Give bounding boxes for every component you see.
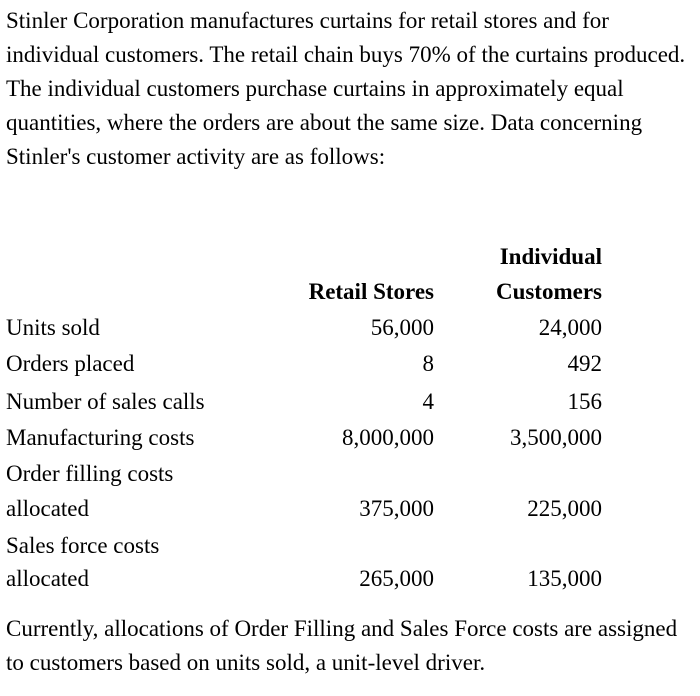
cell-sales-calls-retail: 4 xyxy=(422,389,434,414)
cell-units-sold-individual: 24,000 xyxy=(538,315,602,340)
row-label-sales-force-line1: Sales force costs xyxy=(6,533,160,558)
closing-paragraph: Currently, allocations of Order Filling and Sales Force costs are assigned to customers based on units sold, a unit-level driver. xyxy=(6,616,678,675)
row-label-units-sold: Units sold xyxy=(6,315,100,340)
cell-orders-placed-individual: 492 xyxy=(567,351,602,376)
cell-units-sold-retail: 56,000 xyxy=(370,315,434,340)
cell-order-filling-retail: 375,000 xyxy=(359,496,434,521)
row-label-orders-placed: Orders placed xyxy=(6,351,135,376)
cell-manufacturing-costs-retail: 8,000,000 xyxy=(342,425,434,450)
cell-sales-calls-individual: 156 xyxy=(567,389,602,414)
cell-manufacturing-costs-individual: 3,500,000 xyxy=(510,425,602,450)
cell-sales-force-retail: 265,000 xyxy=(359,566,434,591)
row-label-manufacturing-costs: Manufacturing costs xyxy=(6,425,195,450)
row-label-sales-force-line2: allocated xyxy=(6,566,90,591)
cell-order-filling-individual: 225,000 xyxy=(527,496,602,521)
row-label-sales-calls: Number of sales calls xyxy=(6,389,205,414)
intro-paragraph: Stinler Corporation manufactures curtains for retail stores and for individual customers. The retail chain buys 70% of the curtains produced. The individual customers purchase curtains in approximately equal quantities, where the orders are about the same size. Data concerning Stinler's customer activity are as follows: xyxy=(6,8,686,169)
header-individual-line2: Customers xyxy=(495,279,602,304)
header-individual-line1: Individual xyxy=(499,244,602,269)
row-label-order-filling-line2: allocated xyxy=(6,496,90,521)
row-label-order-filling-line1: Order filling costs xyxy=(6,461,174,486)
cell-orders-placed-retail: 8 xyxy=(422,351,434,376)
cell-sales-force-individual: 135,000 xyxy=(527,566,602,591)
header-retail-stores: Retail Stores xyxy=(308,279,434,304)
